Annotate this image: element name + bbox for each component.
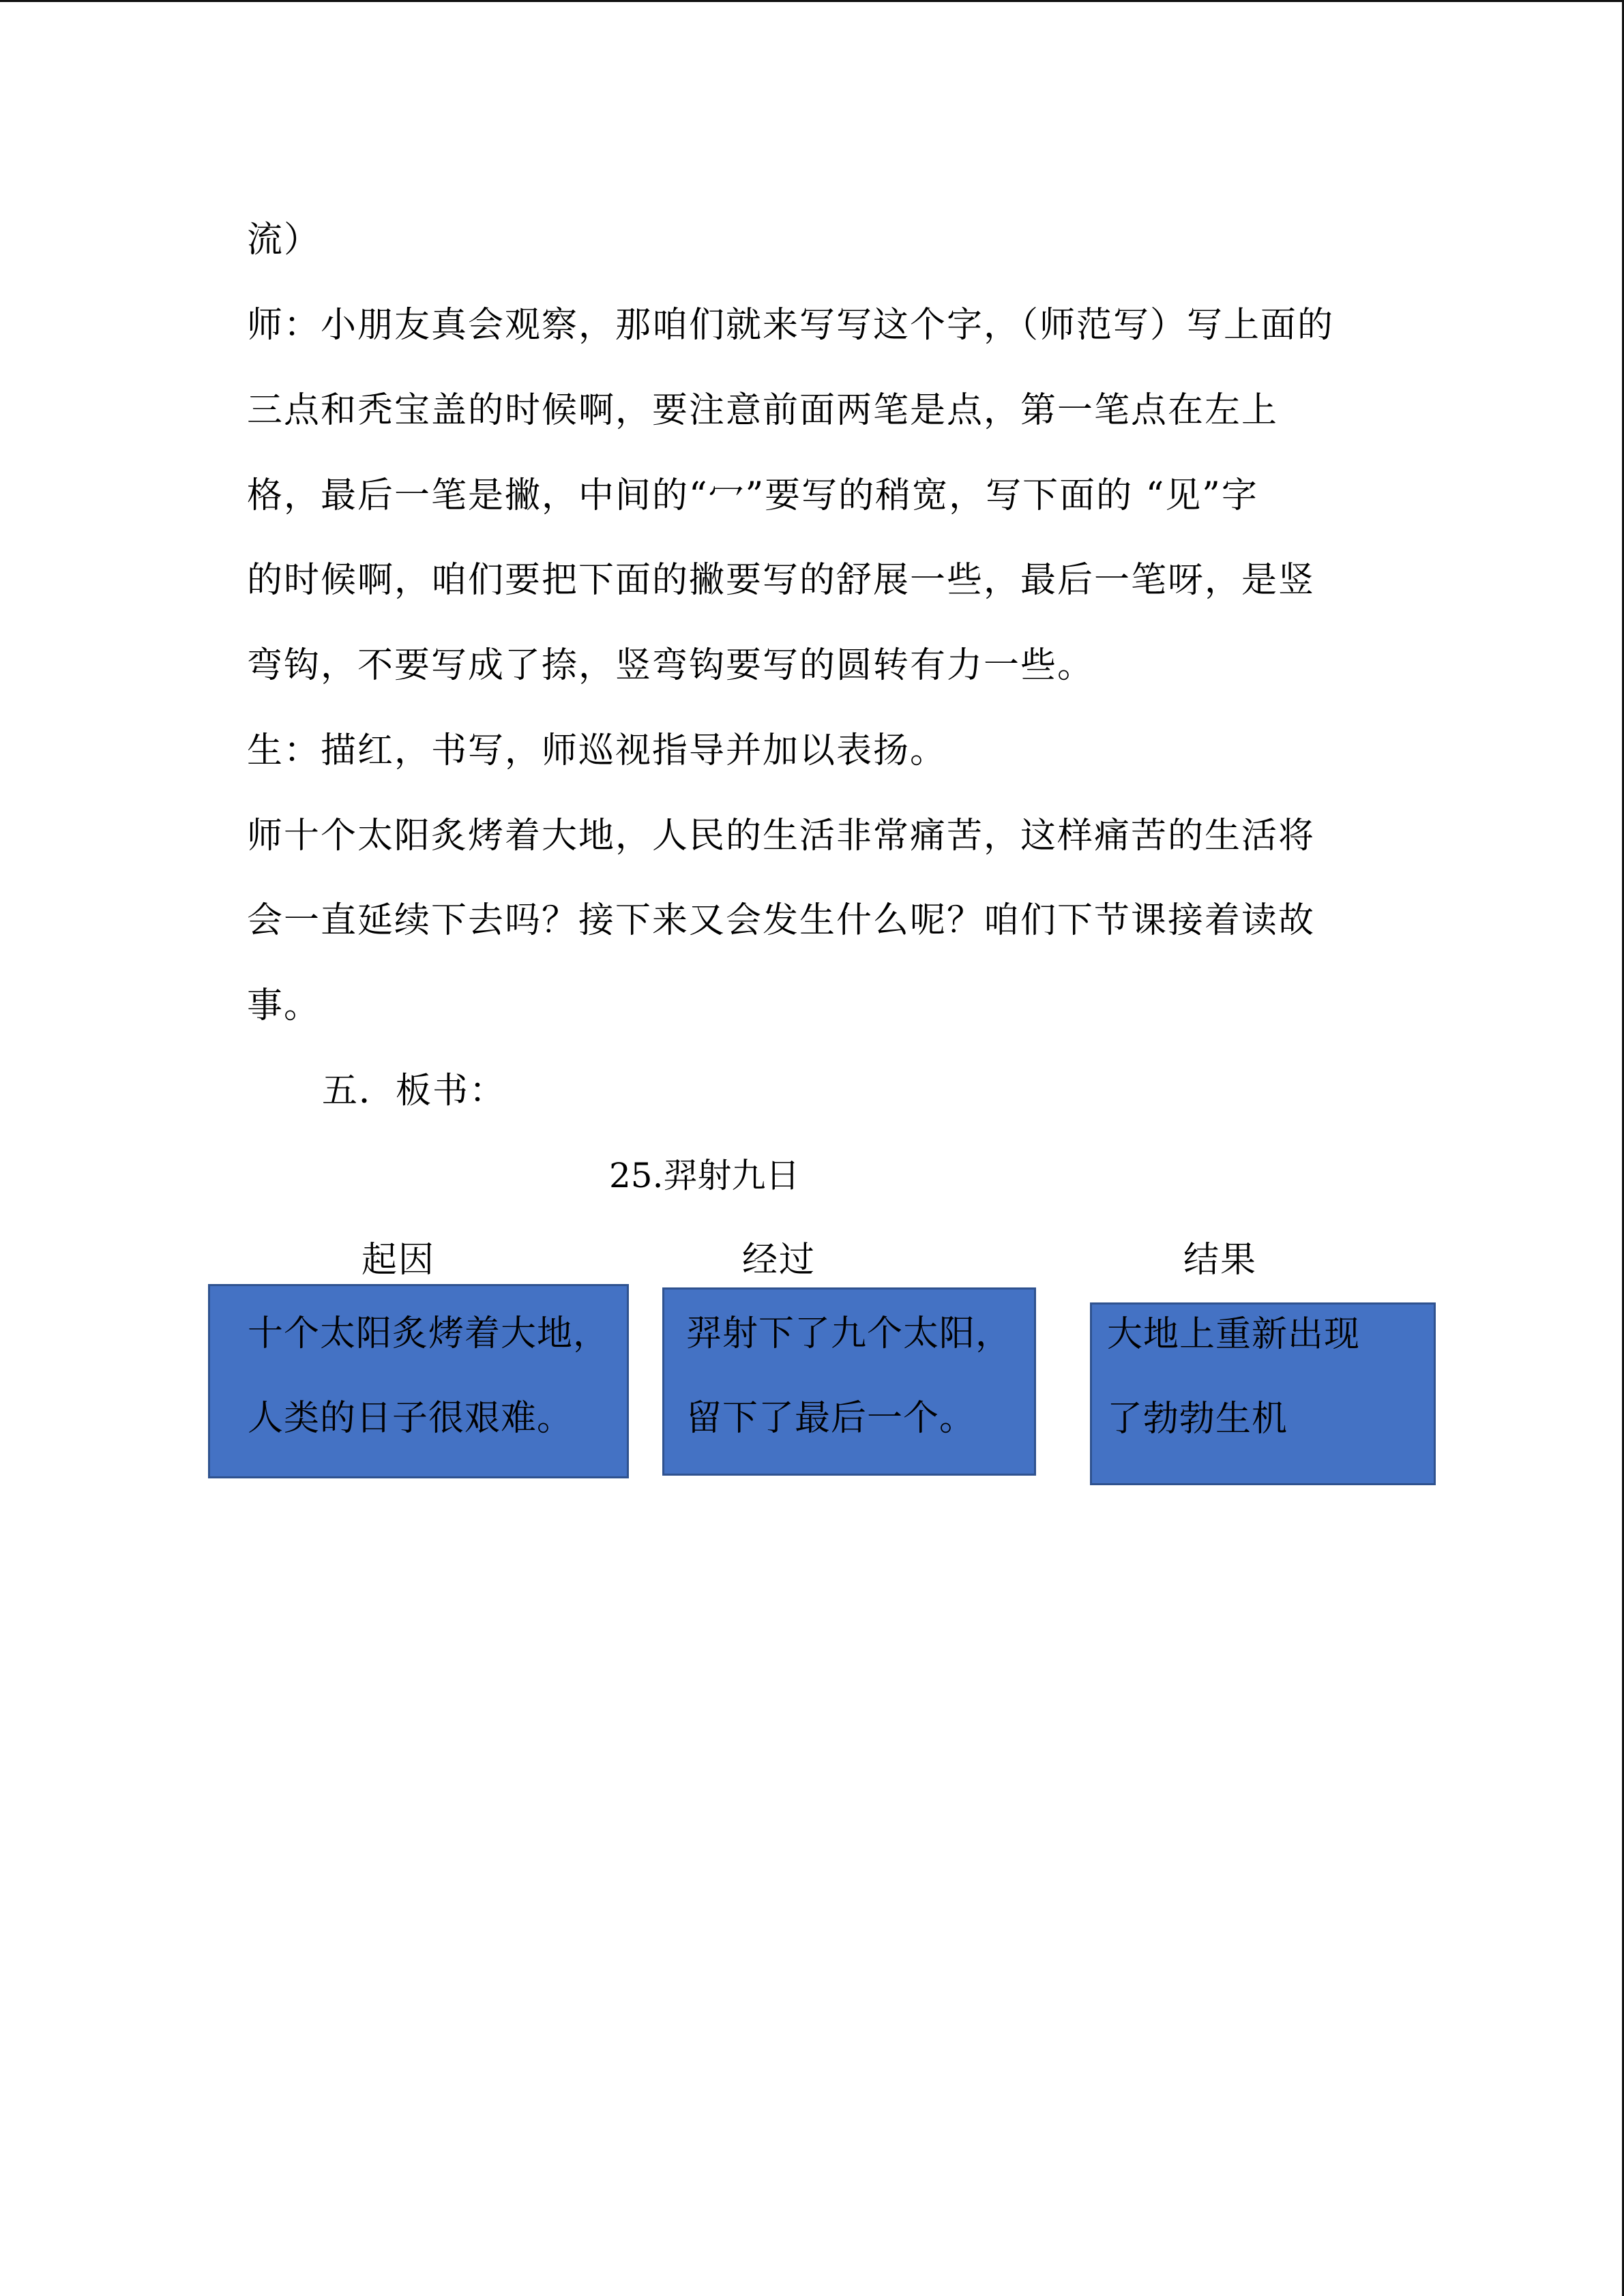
column-label-cause: 起因	[361, 1240, 436, 1281]
text-line: 生：描红，书写，师巡视指导并加以表扬。	[247, 730, 947, 771]
cause-box-line: 人类的日子很艰难。	[248, 1398, 574, 1439]
process-box-line: 留下了最后一个。	[686, 1398, 976, 1439]
cause-box-line: 十个太阳炙烤着大地，	[248, 1313, 610, 1354]
text-line: 三点和秃宝盖的时候啊，要注意前面两笔是点，第一笔点在左上	[247, 390, 1279, 431]
cause-box	[208, 1284, 629, 1478]
board-title: 25.羿射九日	[609, 1156, 800, 1195]
text-line: 流）	[247, 220, 321, 260]
column-label-result: 结果	[1183, 1240, 1258, 1281]
process-box-line: 羿射下了九个太阳，	[686, 1313, 1012, 1354]
column-label-process: 经过	[742, 1240, 816, 1281]
text-line: 会一直延续下去吗？接下来又会发生什么呢？咱们下节课接着读故	[247, 900, 1316, 941]
result-box	[1090, 1302, 1436, 1485]
text-line: 的时候啊，咱们要把下面的撇要写的舒展一些，最后一笔呀，是竖	[247, 560, 1316, 601]
section-heading-blackboard: 五．板书：	[322, 1071, 507, 1112]
text-line: 格，最后一笔是撇，中间的“冖”要写的稍宽，写下面的 “见”字	[247, 475, 1258, 516]
text-line: 师十个太阳炙烤着大地，人民的生活非常痛苦，这样痛苦的生活将	[247, 816, 1316, 856]
text-line: 事。	[247, 985, 321, 1026]
text-line: 弯钩，不要写成了捺，竖弯钩要写的圆转有力一些。	[247, 645, 1095, 686]
result-box-line: 了勃勃生机	[1107, 1399, 1288, 1440]
text-line: 师：小朋友真会观察，那咱们就来写写这个字，（师范写）写上面的	[247, 305, 1335, 346]
process-box	[662, 1287, 1036, 1476]
result-box-line: 大地上重新出现	[1107, 1314, 1361, 1355]
page-border-top	[0, 0, 1624, 2]
